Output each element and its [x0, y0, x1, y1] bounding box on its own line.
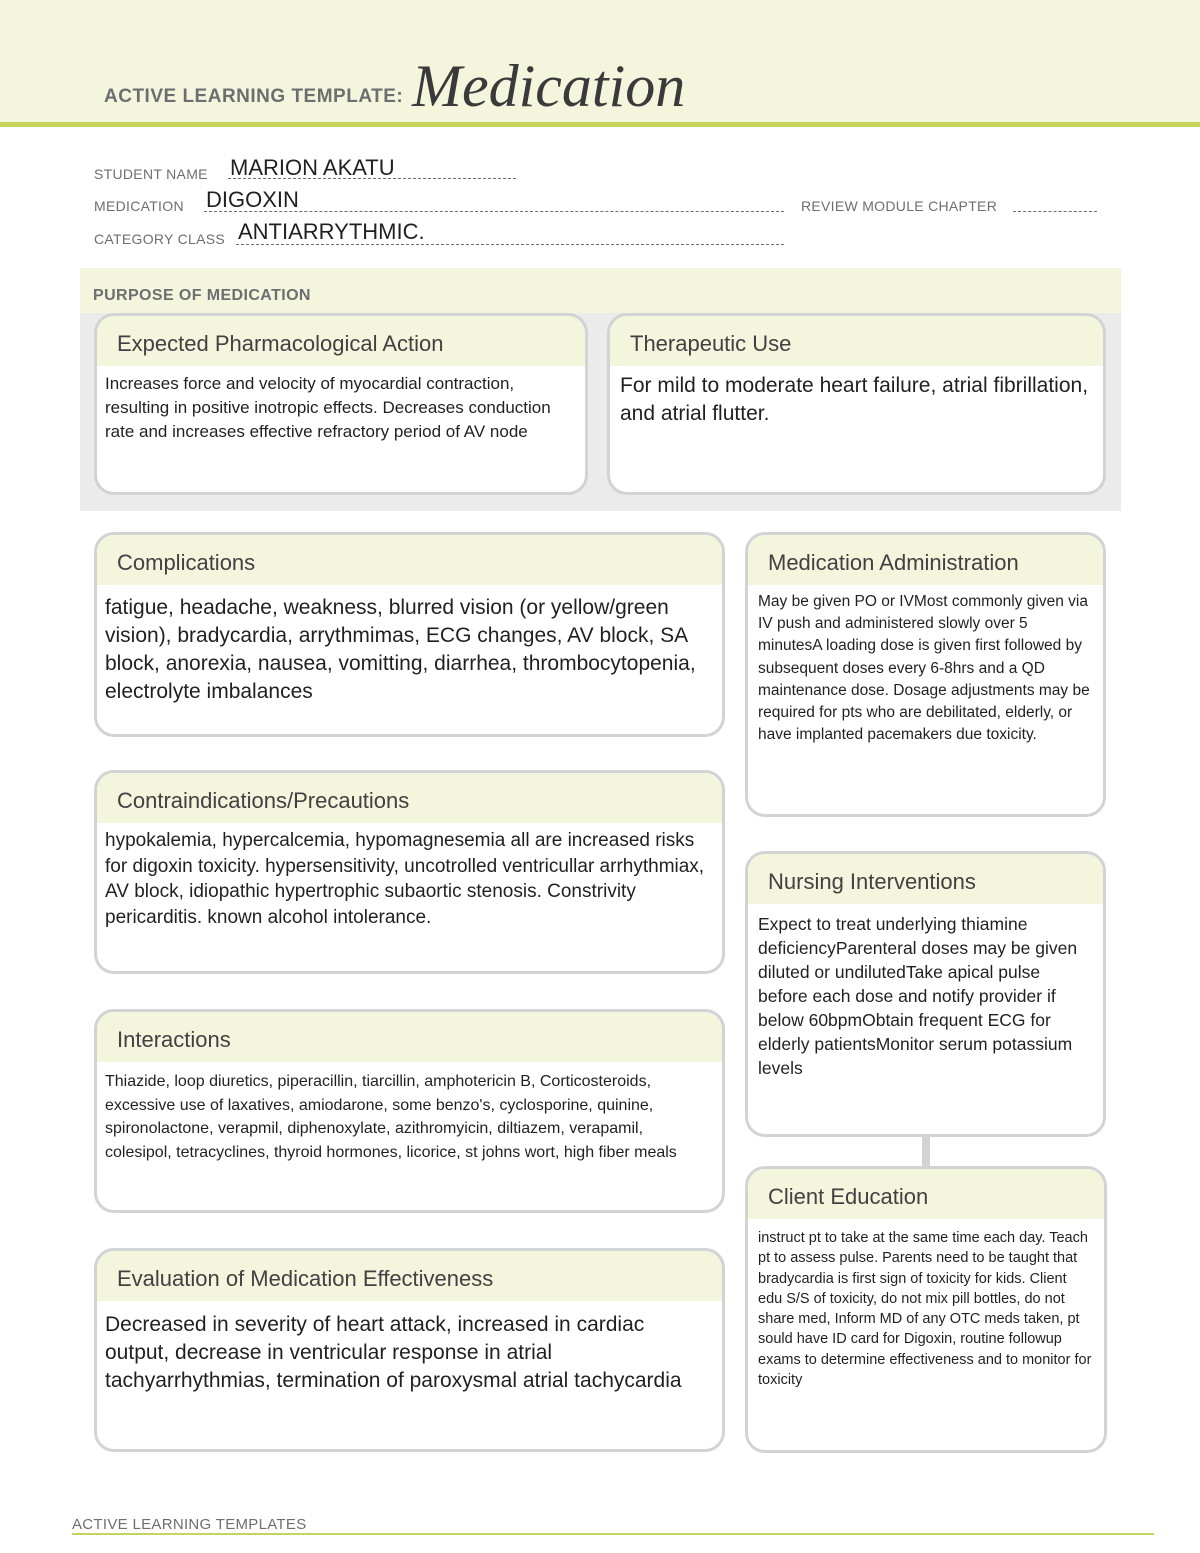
complications-title: Complications: [97, 535, 722, 585]
client-education-card: [745, 1166, 1107, 1453]
administration-title: Medication Administration: [748, 535, 1103, 585]
expected-action-title: Expected Pharmacological Action: [97, 316, 585, 366]
review-module-field[interactable]: [1013, 211, 1097, 212]
interactions-title: Interactions: [97, 1012, 722, 1062]
evaluation-card: [94, 1248, 725, 1452]
expected-action-text[interactable]: Increases force and velocity of myocardial contraction, resulting in positive inotropic effects. Decreases conduction rate and increases effective refractory period of AV node: [105, 374, 551, 441]
footer-divider: [72, 1533, 1154, 1535]
therapeutic-use-title: Therapeutic Use: [610, 316, 1103, 366]
category-class-label: CATEGORY CLASS: [94, 231, 226, 247]
header-divider: [0, 122, 1200, 127]
interactions-card: [94, 1009, 725, 1213]
interactions-text[interactable]: Thiazide, loop diuretics, piperacillin, tiarcillin, amphotericin B, Corticosteroids, excessive use of laxatives, amiodarone, some benzo's, cyclosporine, quinine, spironolactone, verapmil, diphenoxylate, azithromyicin, diltiazem, verapamil, colesipol, tetracyclines, thyroid hormones, licorice, st johns wort, high fiber meals: [105, 1073, 677, 1161]
administration-card: [745, 532, 1106, 817]
contraindications-card: [94, 770, 725, 974]
therapeutic-use-card: [607, 313, 1106, 495]
contraindications-text[interactable]: hypokalemia, hypercalcemia, hypomagnesemia all are increased risks for digoxin toxicity. hypersensitivity, uncotrolled ventricullar arrhythmiax, AV block, idiopathic hypertrophic subaortic stenosis. Constrivity pericarditis. known alcohol intolerance.: [105, 830, 705, 928]
complications-text[interactable]: fatigue, headache, weakness, blurred vision (or yellow/green vision), bradycardia, arrythmimas, ECG changes, AV block, SA block, anorexia, nausea, vomitting, diarrhea, thrombocytopenia, electrolyte imbalances: [105, 596, 696, 703]
template-label: ACTIVE LEARNING TEMPLATE:: [104, 86, 404, 107]
medication-field[interactable]: DIGOXIN: [206, 187, 299, 212]
contraindications-title: Contraindications/Precautions: [97, 773, 722, 823]
medication-label: MEDICATION: [94, 198, 184, 214]
client-education-text[interactable]: instruct pt to take at the same time each day. Teach pt to assess pulse. Parents need to be taught that bradycardia is first sign of toxicity for kids. Client edu S/S of toxicity, do not mix pill bottles, do not share med, Inform MD of any OTC meds taken, pt sould have ID card for Digoxin, routine followup exams to determine effectiveness and to monitor for toxicity: [758, 1230, 1092, 1389]
nursing-interventions-title: Nursing Interventions: [748, 854, 1103, 904]
client-education-title: Client Education: [748, 1169, 1104, 1219]
nursing-interventions-text[interactable]: Expect to treat underlying thiamine deficiencyParenteral doses may be given diluted or undilutedTake apical pulse before each dose and notify provider if below 60bpmObtain frequent ECG for elderly patientsMonitor serum potassium levels: [758, 914, 1078, 1078]
evaluation-title: Evaluation of Medication Effectiveness: [97, 1251, 722, 1301]
complications-card: [94, 532, 725, 737]
category-class-field[interactable]: ANTIARRYTHMIC.: [238, 219, 425, 244]
footer-label: ACTIVE LEARNING TEMPLATES: [72, 1516, 307, 1533]
nursing-interventions-card: [745, 851, 1106, 1137]
student-name-label: STUDENT NAME: [94, 166, 208, 182]
page-title: Medication: [412, 53, 686, 119]
connector-bar: [922, 1134, 930, 1166]
review-module-label: REVIEW MODULE CHAPTER: [801, 198, 998, 214]
therapeutic-use-text[interactable]: For mild to moderate heart failure, atrial fibrillation, and atrial flutter.: [620, 374, 1089, 425]
student-name-field[interactable]: MARION AKATU: [230, 155, 395, 180]
evaluation-text[interactable]: Decreased in severity of heart attack, increased in cardiac output, decrease in ventricular response in atrial tachyarrhythmias, termination of paroxysmal atrial tachycardia: [105, 1313, 682, 1392]
expected-action-card: [94, 313, 588, 495]
purpose-label: PURPOSE OF MEDICATION: [93, 287, 311, 304]
administration-text[interactable]: May be given PO or IVMost commonly given via IV push and administered slowly over 5 minutesA loading dose is given first followed by subsequent doses every 6-8hrs and a QD maintenance dose. Dosage adjustments may be required for pts who are debilitated, elderly, or have implanted pacemakers due toxicity.: [758, 593, 1090, 744]
